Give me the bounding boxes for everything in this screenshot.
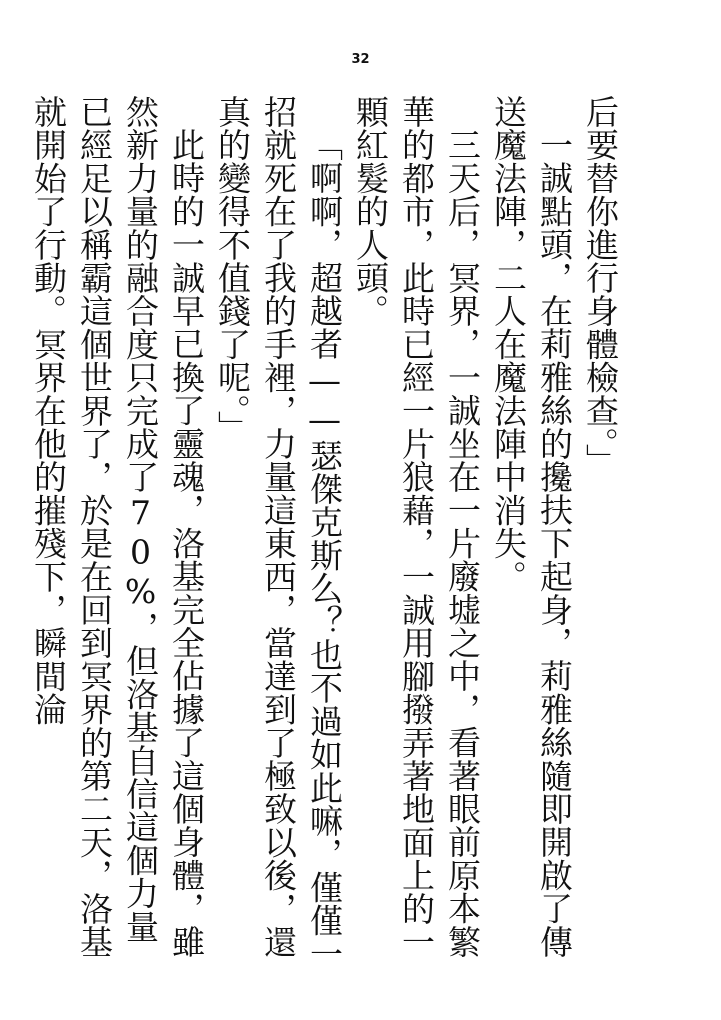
paragraph-2: 一誠點頭，在莉雅絲的攙扶下起身，莉雅絲隨即開啟了傳送魔法陣，二人在魔法陣中消失。 bbox=[489, 95, 574, 958]
vertical-text-body bbox=[29, 95, 623, 975]
paragraph-5: 此時的一誠早已換了靈魂，洛基完全佔據了這個身體，雖然新力量的融合度只完成了70%，但洛基自信這個力量已經足以稱霸這個世界了，於是在回到冥界的第二天，洛基就開始了行動。冥界在他的摧殘下，瞬間淪 bbox=[29, 95, 206, 959]
paragraph-3: 三天后，冥界，一誠坐在一片廢墟之中，看著眼前原本繁華的都市，此時已經一片狼藉，一誠用腳撥弄著地面上的一顆紅髮的人頭。 bbox=[351, 95, 482, 959]
paragraph-4: 「啊啊，超越者——瑟傑克斯么？也不過如此嘛，僅僅一招就死在了我的手裡，力量這東西，當達到了極致以後，還真的變得不值錢了呢。」 bbox=[213, 95, 344, 970]
paragraph-1: 后要替你進行身體檢查。」 bbox=[581, 95, 620, 477]
page-number: 32 bbox=[351, 52, 370, 67]
